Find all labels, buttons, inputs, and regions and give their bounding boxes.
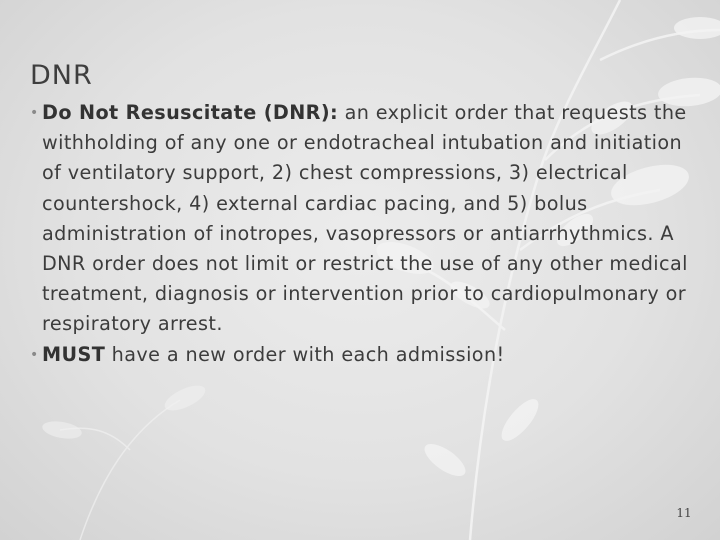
page-number: 11	[676, 506, 692, 520]
bullet-dot-icon: •	[30, 105, 39, 121]
slide-title: DNR	[30, 60, 93, 91]
bullet-text: an explicit order that requests the withholding of any one or endotracheal intubation and initiation of ventilatory support, 2) chest compressions, 3) electrical countershock, 4) external cardiac pacing, and 5) bolus administration of inotropes, vasopressors or antiarrhythmics. A DNR order does not limit or restrict the use of any other medical treatment, diagnosis or intervention prior to cardiopulmonary or respiratory arrest.	[42, 101, 688, 336]
bullet-item-must-renew	[30, 340, 690, 370]
bullet-lead-term: Do Not Resuscitate (DNR):	[42, 101, 339, 124]
bullet-lead-term: MUST	[42, 342, 106, 366]
bullet-item-dnr-definition	[30, 98, 690, 340]
bullet-list	[30, 98, 690, 370]
bullet-dot-icon: •	[30, 346, 39, 363]
bullet-text: have a new order with each admission!	[105, 342, 505, 366]
